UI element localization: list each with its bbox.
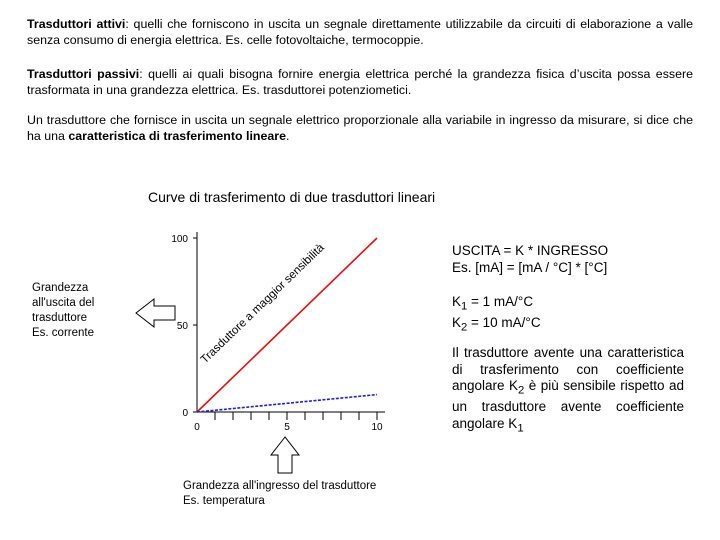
y-tick-label: 50 [176,321,188,332]
definition-linear: Un trasduttore che fornisce in uscita un segnale elettrico proporzionale alla variabile in ingresso da misurare, si dice che ha una [27,113,693,143]
y-axis-description-line: Grandezza [32,282,89,294]
k2-series-line [197,238,377,412]
k1-series-line [197,395,377,412]
chart-title: Curve di trasferimento di due trasduttori lineari [148,189,436,205]
y-tick-label: 100 [171,234,188,245]
x-tick-label: 0 [194,422,200,433]
term-linear: caratteristica di trasferimento lineare [68,129,286,143]
coefficient-k1-symbol: K [452,294,462,309]
term-active: Trasduttori attivi [27,17,126,31]
k2-line-label: Trasduttore a maggior sensibilità [198,241,327,367]
note-text: è più sensibile rispetto ad un trasduttore avente coefficiente angolare K [452,378,684,431]
term-passive: Trasduttori passivi [27,67,140,81]
y-axis-description-line: all'uscita del [32,297,95,309]
x-axis-description-line: Es. temperatura [183,495,265,507]
formula-example: Es. [mA] = [mA / °C] * [°C] [452,259,608,275]
x-axis-description-line: Grandezza all'ingresso del trasduttore [183,480,377,492]
definition-linear-end: . [285,129,290,143]
left-arrow-icon [136,299,175,327]
x-tick-label: 5 [284,422,290,433]
formula-line: USCITA = K * INGRESSO [452,243,609,258]
x-tick-label: 10 [371,422,383,433]
coefficient-k1-value: = 1 mA/°C [467,294,534,309]
coefficient-k2-subscript: 2 [461,321,468,334]
definition-passive: : quelli ai quali bisogna fornire energia elettrica perché la grandezza fisica d’uscita possa essere trasformata in una grandezza elettrica. Es. trasduttorei potenziometici. [27,67,693,97]
note-subscript: 2 [518,384,525,397]
definition-active: : quelli che forniscono in uscita un segnale direttamente utilizzabile da circuiti di elaborazione a valle senza consumo di energia elettrica. Es. celle fotovoltaiche, termocoppie. [27,17,693,47]
note-subscript: 1 [517,422,524,435]
coefficient-k2-value: = 10 mA/°C [467,315,541,331]
coefficient-k1-subscript: 1 [461,300,468,313]
y-axis-description-line: Es. corrente [32,327,94,339]
coefficient-k2-symbol: K [452,315,462,331]
y-tick-label: 0 [182,408,188,419]
y-axis-description-line: trasduttore [32,312,87,324]
note-text: Il trasduttore avente una caratteristica di trasferimento con coefficiente angolare K [452,345,684,393]
up-arrow-icon [271,437,299,473]
